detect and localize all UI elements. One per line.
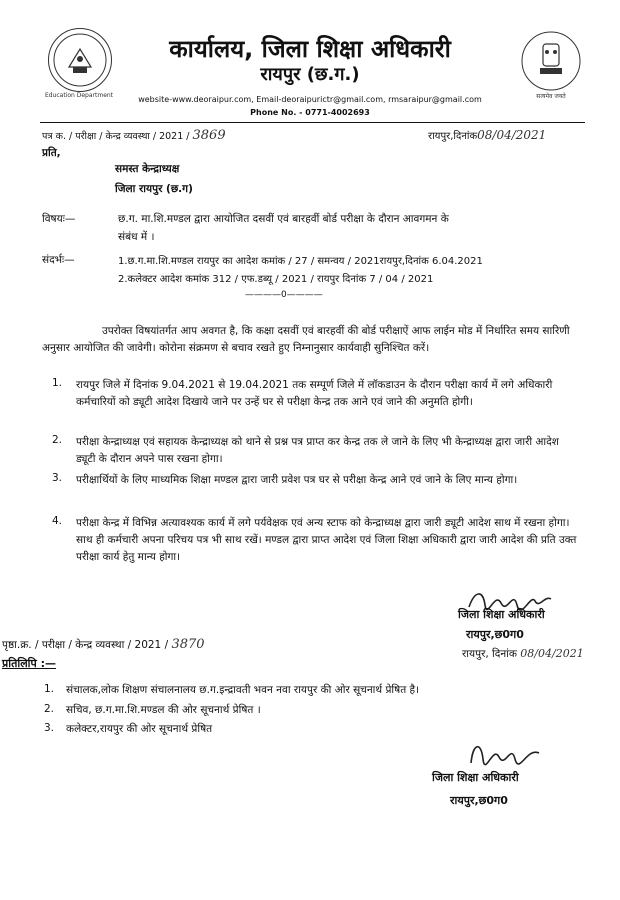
signature1-title: जिला शिक्षा अधिकारी	[458, 608, 545, 621]
signature2-place: रायपुर,छ0ग0	[450, 794, 508, 807]
copy-number-handwritten: 3870	[171, 637, 205, 652]
signature-scribble	[465, 735, 545, 771]
office-city: रायपुर (छ.ग.)	[260, 64, 360, 85]
letter-number-handwritten: 3869	[192, 128, 226, 143]
point-number: 2.	[52, 434, 63, 446]
subject-line2: संबंध में ।	[118, 231, 155, 243]
phone-number: Phone No. - 0771-4002693	[250, 108, 370, 117]
copy-date-handwritten: 08/04/2021	[520, 647, 584, 660]
letter-number-prefix: पत्र क. / परीक्षा / केन्द्र व्यवस्था / 2021 /	[42, 131, 190, 142]
copy-item-text: कलेक्टर,रायपुर की ओर सूचनार्थ प्रेषित	[66, 723, 213, 735]
point-text: रायपुर जिले में दिनांक 9.04.2021 से 19.04.2021 तक सम्पूर्ण जिले में लॉकडाउन के दौरान परीक्षा कार्य में लगे अधिकारी कर्मचारियों को ड्यूटी आदेश दिखाये जाने पर उन्हें घर से परीक्षा केन्द्र तक आने एवं जाने की अनुमति होगी।	[76, 379, 553, 408]
copy-number-prefix: पृष्ठा.क्र. / परीक्षा / केन्द्र व्यवस्था / 2021 /	[2, 639, 169, 651]
copy-item-number: 3.	[44, 722, 55, 734]
point-number: 4.	[52, 515, 63, 527]
copy-number	[2, 637, 205, 652]
copy-item-number: 1.	[44, 683, 55, 695]
copy-date-label: रायपुर, दिनांक	[462, 648, 517, 660]
signature2-title: जिला शिक्षा अधिकारी	[432, 771, 519, 784]
copy-item-number: 2.	[44, 703, 55, 715]
copy-date	[462, 647, 584, 661]
letter-date	[428, 128, 546, 142]
letter-number	[42, 128, 226, 143]
copy-heading: प्रतिलिपि :—	[2, 657, 57, 670]
point-text: परीक्षा केन्द्र में विभिन्न अत्यावश्यक कार्य में लगे पर्यवेक्षक एवं अन्य स्टाफ को केन्द्राध्यक्ष द्वारा जारी ड्यूटी आदेश साथ में रखना होगा। साथ ही कर्मचारी अपना परिचय पत्र भी साथ रखें। मण्डल द्वारा प्राप्त आदेश एवं जिला शिक्षा अधिकारी द्वारा जारी आदेश की प्रति उक्त परीक्षा कार्य हेतु मान्य होगा।	[76, 517, 577, 563]
subject-label: विषयः—	[42, 213, 76, 225]
recipient-line1: समस्त केन्द्राध्यक्ष	[115, 163, 180, 175]
subject-line1: छ.ग. मा.शि.मण्डल द्वारा आयोजित दसवीं एवं बारहवीं बोर्ड परीक्षा के दौरान आवगमन के	[118, 213, 449, 225]
office-title: कार्यालय, जिला शिक्षा अधिकारी	[169, 35, 451, 63]
reference-label: संदर्भः—	[42, 254, 75, 266]
contact-info: website-www.deoraipur.com, Email-deoraipurictr@gmail.com, rmsaraipur@gmail.com	[138, 95, 482, 104]
point-text: परीक्षार्थियों के लिए माध्यमिक शिक्षा मण्डल द्वारा जारी प्रवेश पत्र घर से परीक्षा केन्द्र आने एवं जाने के लिए मान्य होगा।	[76, 474, 518, 486]
signature1-place: रायपुर,छ0ग0	[466, 628, 524, 641]
point-number: 3.	[52, 472, 63, 484]
copy-item-text: संचालक,लोक शिक्षण संचालनालय छ.ग.इन्द्रावती भवन नवा रायपुर की ओर सूचनार्थ प्रेषित है।	[66, 684, 420, 696]
letter-date-label: रायपुर,दिनांक	[428, 131, 478, 142]
copy-item-text: सचिव, छ.ग.मा.शि.मण्डल की ओर सूचनार्थ प्रेषित ।	[66, 704, 261, 716]
header-divider	[40, 122, 585, 123]
point-text: परीक्षा केन्द्राध्यक्ष एवं सहायक केन्द्राध्यक्ष को थाने से प्रश्न पत्र प्राप्त कर केन्द्र तक ले जाने के लिए भी केन्द्राध्यक्ष द्वारा जारी आदेश ड्यूटी के दौरान अपने पास रखना होगा।	[76, 436, 559, 465]
reference-separator: ————0————	[245, 290, 323, 300]
left-emblem-caption: Education Department	[44, 92, 114, 99]
prati: प्रति,	[42, 147, 61, 159]
recipient-line2: जिला रायपुर (छ.ग)	[115, 183, 193, 195]
letter-date-handwritten: 08/04/2021	[477, 128, 547, 142]
intro-paragraph: उपरोक्त विषयांतर्गत आप अवगत है, कि कक्षा दसवीं एवं बारहवीं की बोर्ड परीक्षाऐं आफ लाईन मोड में निर्धारित समय सारिणी अनुसार आयोजित की जावेगी। कोरोना संक्रमण से बचाव रखते हुए निम्नानुसार कार्यवाही सुनिश्चित करें।	[42, 325, 570, 354]
reference-line1: 1.छ.ग.मा.शि.मण्डल रायपुर का आदेश कमांक / 27 / समन्वय / 2021रायपुर,दिनांक 6.04.2021	[118, 256, 483, 267]
right-emblem-caption: सत्यमेव जयते	[536, 93, 566, 100]
reference-line2: 2.कलेक्टर आदेश कमांक 312 / एफ.डब्यू / 2021 / रायपुर दिनांक 7 / 04 / 2021	[118, 274, 434, 285]
point-number: 1.	[52, 377, 63, 389]
